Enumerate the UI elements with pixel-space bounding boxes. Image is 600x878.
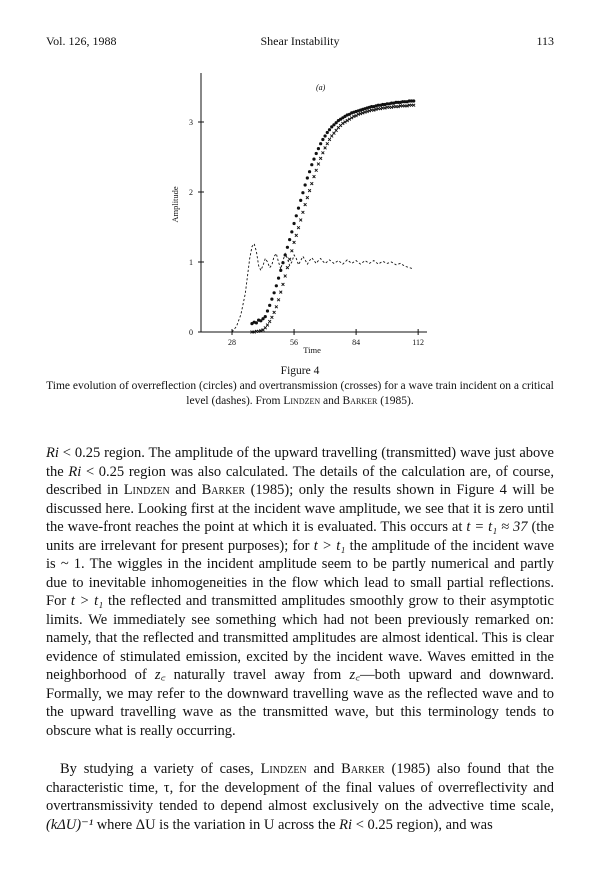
overtransmission-point xyxy=(264,326,267,329)
figure-caption-title: Figure 4 xyxy=(280,365,320,377)
caption-text: Time evolution of overreflection (circles) and overtransmission (crosses) for a wave train incident on a critical level (dashes). From xyxy=(46,380,554,407)
citation-author-2: Barker xyxy=(201,482,246,498)
math-ri: Ri xyxy=(339,816,353,833)
overtransmission-point xyxy=(310,182,313,185)
overtransmission-point xyxy=(315,169,318,172)
overtransmission-point xyxy=(306,196,309,199)
math-ri: Ri xyxy=(68,463,82,480)
overtransmission-point xyxy=(271,316,274,319)
overreflection-point xyxy=(317,147,320,150)
overreflection-point xyxy=(326,131,329,134)
text-run: < 0.25 region), and was xyxy=(352,816,493,833)
overtransmission-point xyxy=(295,234,298,237)
overtransmission-point xyxy=(328,138,331,141)
text-run: (1985) also found that the characteristic time, τ, for the development of the final values of overreflectivity and overtransmissivity tended to depend almost exclusively on the advective time scale, xyxy=(46,761,554,814)
body-paragraph-1 xyxy=(46,444,554,740)
text-run: the reflected and transmitted amplitudes smoothly grow to their asymptotic limits. We immediately see something which had not been previously remarked on: namely, that the reflected and transmitted amplitudes are almost identical. This is clear evidence of stimulated emission, excited by the incident wave. Waves emitted in the neighborhood of xyxy=(46,593,554,683)
overreflection-point xyxy=(266,309,269,312)
overreflection-point xyxy=(323,134,326,137)
overtransmission-point xyxy=(330,135,333,138)
text-run: the amplitude of the incident wave is ~ 1. The wiggles in the incident amplitude seem to be partly numerical and partly due to inevitable inhomogeneities in the flow which lead to small partial reflections. For xyxy=(46,537,555,609)
x-axis-label: Time xyxy=(303,345,321,355)
overtransmission-point xyxy=(326,142,329,145)
overreflection-point xyxy=(310,163,313,166)
caption-author-1: Lindzen xyxy=(283,395,321,407)
x-tick-label: 112 xyxy=(412,338,424,347)
math-t-t1: t = t₁ ≈ 37 xyxy=(466,519,528,535)
overtransmission-point xyxy=(266,324,269,327)
overreflection-point xyxy=(315,152,318,155)
overreflection-point xyxy=(319,142,322,145)
math-ri: Ri xyxy=(46,445,59,461)
overreflection-point xyxy=(292,222,295,225)
overtransmission-point xyxy=(304,203,307,206)
citation-author-1: Lindzen xyxy=(260,761,307,777)
overtransmission-point xyxy=(273,311,276,314)
overreflection-point xyxy=(321,138,324,141)
overreflection-point xyxy=(286,246,289,249)
page-number: 113 xyxy=(536,34,554,48)
x-tick-label: 84 xyxy=(352,338,361,347)
overtransmission-point xyxy=(293,241,296,244)
overreflection-point xyxy=(412,99,415,102)
overtransmission-point xyxy=(333,132,336,135)
overtransmission-point xyxy=(288,258,291,261)
overreflection-point xyxy=(270,298,273,301)
overtransmission-point xyxy=(302,211,305,214)
citation-and: and xyxy=(306,761,342,777)
y-tick-label: 0 xyxy=(189,328,193,337)
text-run: naturally travel away from xyxy=(165,667,350,683)
overtransmission-point xyxy=(279,291,282,294)
overreflection-point xyxy=(328,128,331,131)
overtransmission-point xyxy=(324,147,327,150)
math-zc: z꜀ xyxy=(349,667,361,683)
overtransmission-point xyxy=(286,266,289,269)
x-tick-label: 28 xyxy=(228,338,237,347)
overreflection-point xyxy=(279,269,282,272)
overreflection-point xyxy=(255,321,258,324)
y-axis-label: Amplitude xyxy=(170,186,180,223)
overtransmission-point xyxy=(297,226,300,229)
overtransmission-point xyxy=(275,305,278,308)
overreflection-point xyxy=(275,284,278,287)
figure-caption-text xyxy=(46,379,554,409)
overtransmission-point xyxy=(290,249,293,252)
overtransmission-point xyxy=(412,104,415,107)
text-run: < 0.25 region. The amplitude of the upward travelling (transmitted) wave just above the xyxy=(46,445,554,480)
overreflection-point xyxy=(297,207,300,210)
running-title: Shear Instability xyxy=(260,34,340,48)
overtransmission-point xyxy=(308,189,311,192)
y-tick-label: 2 xyxy=(189,188,193,197)
math-zc: z꜀ xyxy=(154,667,166,683)
overreflection-point xyxy=(308,170,311,173)
body-paragraph-2 xyxy=(46,760,554,834)
overreflection-point xyxy=(306,176,309,179)
figure-4-chart xyxy=(0,0,600,360)
overtransmission-point xyxy=(335,129,338,132)
text-run: —both upward and downward. Formally, we may refer to the downward travelling wave as the reflected wave and to the upward travelling wave as the transmitted wave, but this terminology tends to obscure what is really occurring. xyxy=(46,667,554,739)
x-tick-label: 56 xyxy=(290,338,299,347)
overtransmission-point xyxy=(299,219,302,222)
overreflection-point xyxy=(273,291,276,294)
text-run: where ΔU is the variation in U across the xyxy=(93,816,340,833)
y-tick-label: 3 xyxy=(189,118,193,127)
caption-author-2: Barker xyxy=(342,395,378,407)
overreflection-point xyxy=(268,304,271,307)
panel-label: (a) xyxy=(315,83,326,92)
overreflection-point xyxy=(290,230,293,233)
caption-and: and xyxy=(320,395,343,407)
text-run: (the units are irrelevant for present purposes); for xyxy=(46,519,555,554)
math-advective-scale: (kΔU)⁻¹ xyxy=(46,816,94,833)
overreflection-point xyxy=(277,277,280,280)
overtransmission-point xyxy=(319,157,322,160)
math-t-gt-t1: t > t₁ xyxy=(70,593,104,609)
overreflection-point xyxy=(304,183,307,186)
overreflection-point xyxy=(295,214,298,217)
journal-volume: Vol. 126, 1988 xyxy=(46,34,117,48)
overreflection-point xyxy=(301,191,304,194)
text-run: < 0.25 region was also calculated. The details of the calculation are, of course, described in xyxy=(46,463,554,498)
caption-year: (1985). xyxy=(377,395,414,407)
citation-author-1: Lindzen xyxy=(123,482,170,498)
overtransmission-point xyxy=(277,298,280,301)
text-run: By studying a variety of cases, xyxy=(60,761,261,777)
overreflection-point xyxy=(299,199,302,202)
text-run: (1985); only the results shown in Figure 4 will be discussed here. Looking first at the incident wave amplitude, we see that it is zero until the wave-front reaches the point at which it is evaluated. This occurs at xyxy=(46,482,555,535)
citation-author-2: Barker xyxy=(341,761,385,777)
overtransmission-point xyxy=(268,320,271,323)
overtransmission-point xyxy=(321,151,324,154)
overreflection-point xyxy=(312,158,315,161)
math-t-gt-t1: t > t₁ xyxy=(313,537,346,554)
overtransmission-point xyxy=(317,163,320,166)
overtransmission-point xyxy=(284,275,287,278)
overtransmission-point xyxy=(313,175,316,178)
citation-and: and xyxy=(169,482,202,498)
y-tick-label: 1 xyxy=(189,258,193,267)
overreflection-point xyxy=(264,315,267,318)
overtransmission-point xyxy=(282,283,285,286)
overreflection-point xyxy=(288,238,291,241)
